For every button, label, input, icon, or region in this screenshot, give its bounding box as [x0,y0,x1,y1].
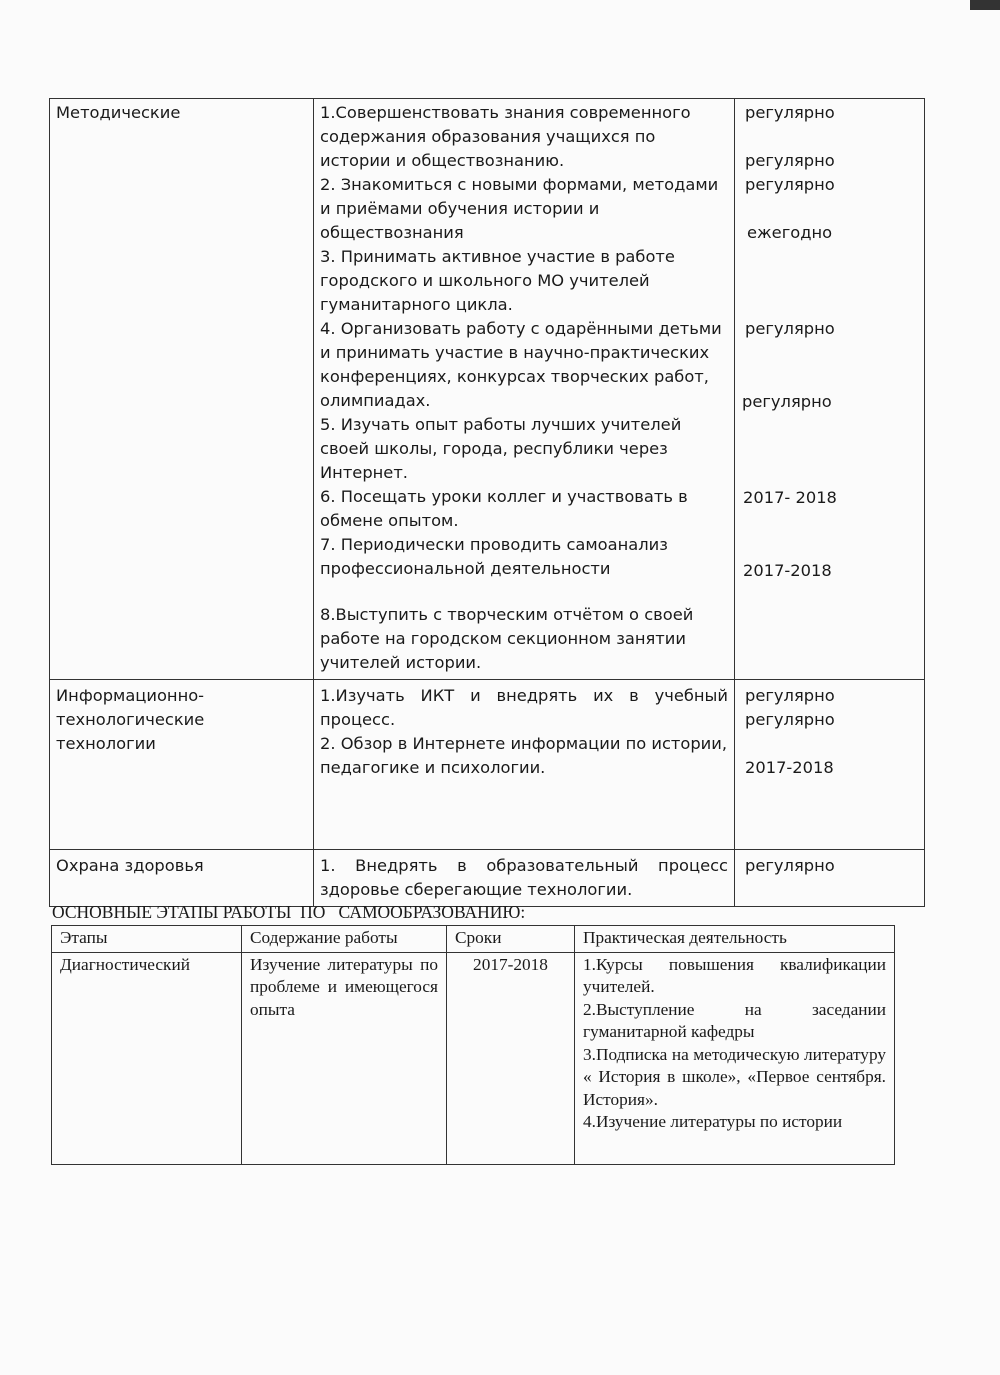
term-value: 2017- 2018 [743,488,837,507]
term-value: регулярно [745,319,835,338]
list-item: 2. Знакомиться с новыми формами, методами и приёмами обучения истории и обществознания [320,175,719,242]
category-cell: Охрана здоровья [50,850,314,907]
column-header: Содержание работы [242,926,447,953]
actions-cell [314,850,735,907]
list-item: 2.Выступление на заседании гуманитарной кафедры [583,999,886,1041]
list-item: 2. Обзор в Интернете информации по истории, педагогике и психологии. [320,734,728,777]
term-value: регулярно [742,392,832,411]
content-cell: Изучение литературы по проблеме и имеющегося опыта [242,952,447,1164]
term-value: регулярно [745,686,835,705]
category-cell: Методические [50,99,314,680]
term-value: ежегодно [747,223,833,242]
column-header: Практическая деятельность [575,926,895,953]
term-value: 2017-2018 [743,561,832,580]
list-item: 6. Посещать уроки коллег и участвовать в обмене опытом. [320,487,688,530]
table-row [50,680,925,850]
term-value: регулярно [745,856,835,875]
list-item: 5. Изучать опыт работы лучших учителей своей школы, города, республики через Интернет. [320,415,682,482]
terms-cell [735,850,925,907]
list-item: 1.Курсы повышения квалификации учителей. [583,954,886,996]
term-cell: 2017-2018 [447,952,575,1164]
term-value: регулярно [745,151,835,170]
table-row [52,952,895,1164]
list-item: 4. Организовать работу с одарёнными детьми и принимать участие в научно-практических конференциях, конкурсах творческих работ, олимпиадах. [320,319,722,410]
list-item: 3. Принимать активное участие в работе городского и школьного МО учителей гуманитарного цикла. [320,247,675,314]
terms-cell [735,680,925,850]
list-item: 1.Совершенствовать знания современного содержания образования учащихся по истории и обществознанию. [320,103,691,170]
table-row [50,99,925,680]
list-item: 7. Периодически проводить самоанализ профессиональной деятельности [320,535,668,578]
stage-cell: Диагностический [52,952,242,1164]
stages-table [51,925,895,1165]
activities-cell [575,952,895,1164]
list-item: 4.Изучение литературы по истории [583,1112,843,1131]
list-item: 3.Подписка на методическую литературу « История в школе», «Первое сентября. История». [583,1044,886,1109]
column-header: Сроки [447,926,575,953]
actions-cell [314,99,735,680]
category-cell: Информационно-технологические технологии [50,680,314,850]
term-value: регулярно [745,710,835,729]
list-item: 8.Выступить с творческим отчётом о своей работе на городском секционном занятии учителей истории. [320,605,694,672]
table-header-row [52,926,895,953]
term-value: регулярно [745,103,835,122]
scan-edge-mark [970,0,1000,10]
list-item: 1. Внедрять в образовательный процесс здоровье сберегающие технологии. [320,856,728,899]
section-heading: ОСНОВНЫЕ ЭТАПЫ РАБОТЫ ПО САМООБРАЗОВАНИЮ: [52,902,526,922]
actions-cell [314,680,735,850]
term-value: регулярно [745,175,835,194]
plan-table [49,98,925,907]
term-value: 2017-2018 [745,758,834,777]
list-item: 1.Изучать ИКТ и внедрять их в учебный процесс. [320,686,728,729]
table-row [50,850,925,907]
terms-cell [735,99,925,680]
column-header: Этапы [52,926,242,953]
